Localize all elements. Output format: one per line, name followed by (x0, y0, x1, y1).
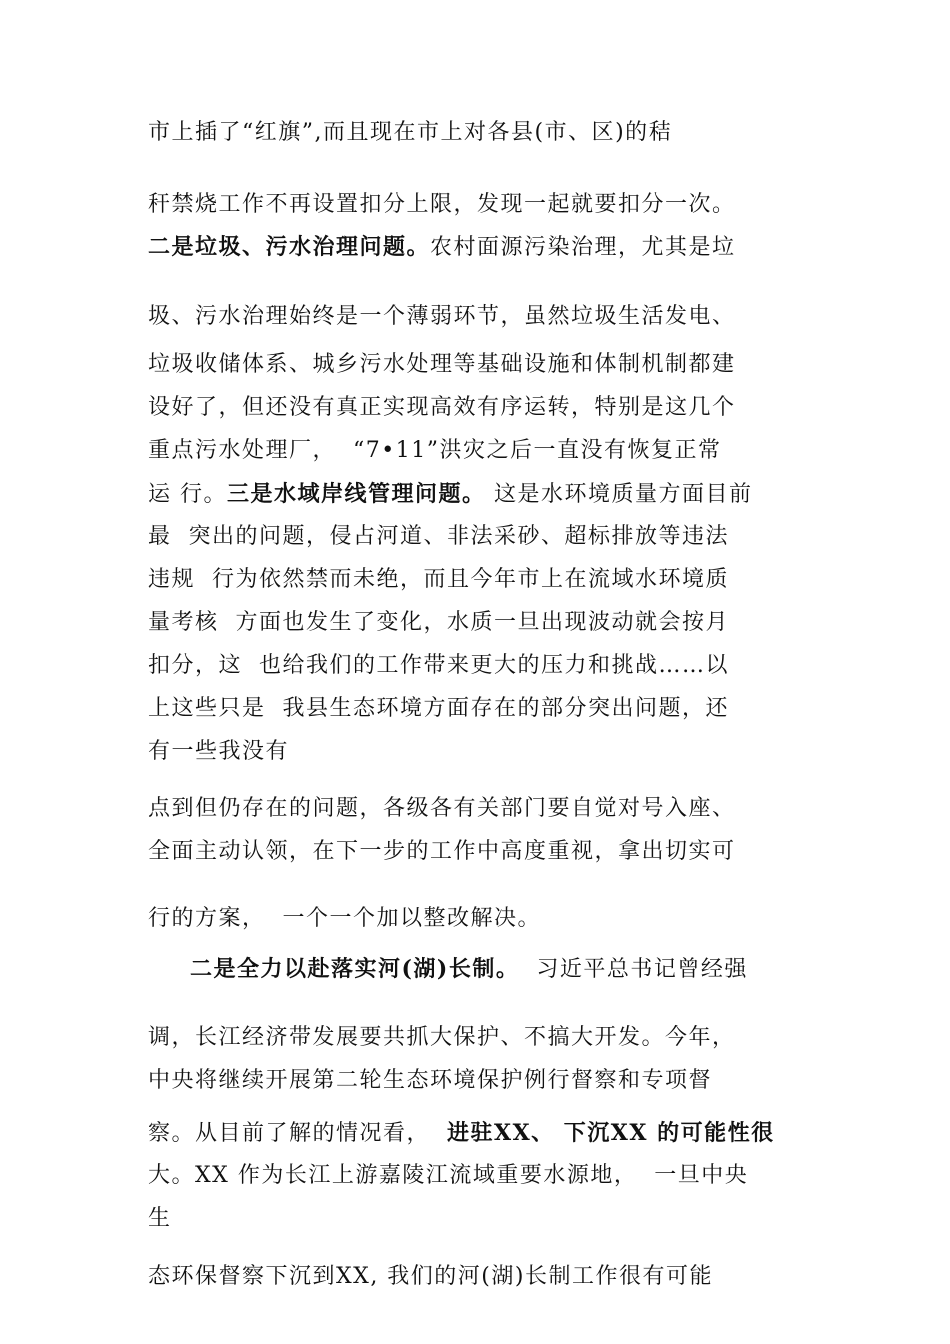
text-line (148, 479, 753, 510)
text-line (148, 522, 729, 552)
text-line (148, 737, 289, 767)
text-line (148, 436, 721, 466)
text-span: 运 行。 (148, 482, 227, 507)
text-span: 态环保督察下沉到XX, 我们的河(湖)长制工作很有可能 (148, 1264, 713, 1289)
bold-heading: 三是水域岸线管理问题。 (227, 481, 486, 507)
text-line (148, 1118, 775, 1149)
text-line (148, 1161, 748, 1191)
text-line (148, 1023, 736, 1053)
text-span: 设好了，但还没有真正实现高效有序运转，特别是这几个 (148, 395, 736, 420)
text-span: 这是水环境质量方面目前 (485, 482, 753, 507)
text-span: 扣分，这 也给我们的工作带来更大的压力和挑战……以 (148, 653, 729, 678)
text-span: 最 突出的问题，侵占河道、非法采砂、超标排放等违法 (148, 524, 729, 549)
text-span: 习近平总书记曾经强 (519, 957, 748, 982)
text-line (148, 1066, 712, 1096)
text-line (148, 794, 736, 824)
text-line (148, 393, 736, 423)
text-span: 察。从目前了解的情况看， (148, 1121, 447, 1146)
text-span: 全面主动认领，在下一步的工作中高度重视，拿出切实可 (148, 839, 736, 864)
text-line (148, 350, 736, 380)
text-span: 秆禁烧工作不再设置扣分上限，发现一起就要扣分一次。 (148, 192, 736, 217)
bold-heading: 二是全力以赴落实河(湖)长制。 (190, 956, 520, 982)
text-span: 农村面源污染治理，尤其是垃 (430, 235, 736, 260)
text-span: 点到但仍存在的问题，各级各有关部门要自觉对号入座、 (148, 796, 736, 821)
text-line (148, 1262, 713, 1292)
text-line (190, 954, 748, 985)
text-span: 圾、污水治理始终是一个薄弱环节，虽然垃圾生活发电、 (148, 304, 736, 329)
text-line (148, 837, 736, 867)
text-span: 垃圾收储体系、城乡污水处理等基础设施和体制机制都建 (148, 352, 736, 377)
text-line (148, 190, 736, 220)
text-span: 大。XX 作为长江上游嘉陵江流域重要水源地， 一旦中央 (148, 1163, 749, 1188)
text-span: 生 (148, 1206, 172, 1231)
text-span: 市上插了“红旗”,而且现在市上对各县(市、区)的秸 (148, 120, 673, 145)
text-span: 量考核 方面也发生了变化，水质一旦出现波动就会按月 (148, 610, 729, 635)
text-span: 调，长江经济带发展要共抓大保护、不搞大开发。今年， (148, 1025, 736, 1050)
text-line (148, 694, 729, 724)
text-span: 违规 行为依然禁而未绝，而且今年市上在流域水环境质 (148, 567, 729, 592)
text-line (148, 904, 541, 934)
text-span: 中央将继续开展第二轮生态环境保护例行督察和专项督 (148, 1068, 713, 1093)
text-line (148, 302, 736, 332)
text-line (148, 565, 729, 595)
text-span: 重点污水处理厂， “7•11”洪灾之后一直没有恢复正常 (148, 438, 722, 463)
text-line (148, 608, 729, 638)
text-span: 行的方案， 一个一个加以整改解决。 (148, 906, 541, 931)
bold-heading: 进驻XX、 下沉XX 的可能性很 (447, 1120, 775, 1146)
text-line (148, 1204, 172, 1234)
text-line (148, 232, 736, 263)
text-line (148, 651, 729, 681)
text-span: 有一些我没有 (148, 739, 290, 764)
text-line (148, 118, 672, 148)
bold-heading: 二是垃圾、污水治理问题。 (148, 234, 431, 260)
text-span: 上这些只是 我县生态环境方面存在的部分突出问题，还 (148, 696, 729, 721)
